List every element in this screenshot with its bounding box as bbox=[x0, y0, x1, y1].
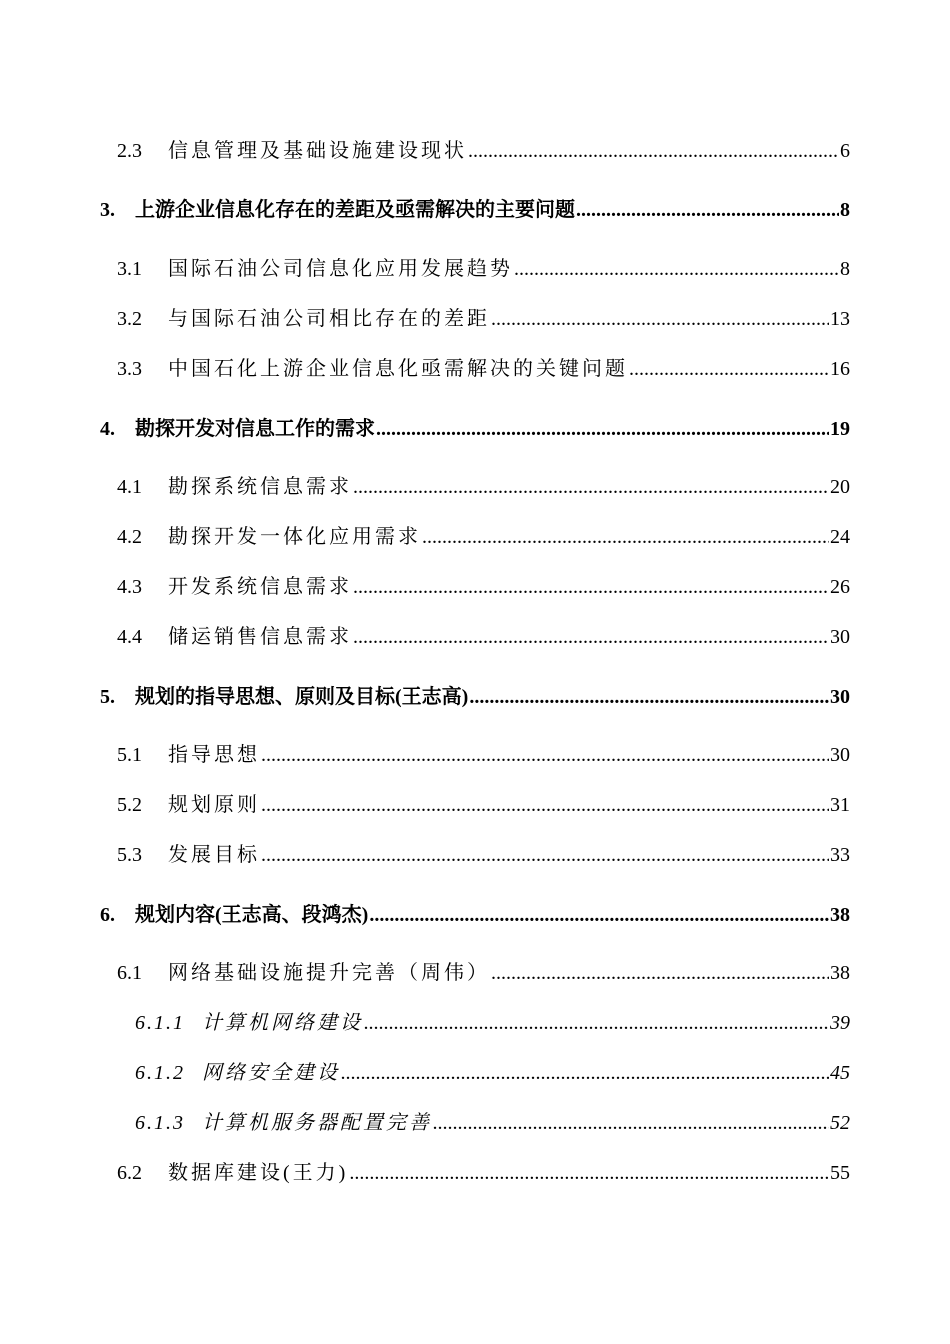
toc-entry-title: 勘探开发一体化应用需求 bbox=[168, 526, 421, 548]
dot-leader bbox=[514, 256, 839, 282]
toc-entry-4-3[interactable] bbox=[117, 574, 850, 600]
toc-entry-4-4[interactable] bbox=[117, 624, 850, 650]
dot-leader bbox=[491, 306, 829, 332]
toc-entry-6-1-2[interactable] bbox=[135, 1060, 850, 1086]
dot-leader bbox=[369, 902, 829, 928]
toc-entry-page: 55 bbox=[830, 1162, 850, 1184]
toc-entry-number: 4.2 bbox=[117, 526, 142, 548]
toc-entry-title: 与国际石油公司相比存在的差距 bbox=[168, 308, 490, 330]
toc-entry-page: 31 bbox=[830, 794, 850, 816]
toc-entry-3-2[interactable] bbox=[117, 306, 850, 332]
toc-entry-page: 39 bbox=[830, 1012, 850, 1034]
dot-leader bbox=[349, 1160, 829, 1186]
toc-entry-title: 计算机网络建设 bbox=[202, 1012, 363, 1034]
toc-entry-number: 4.1 bbox=[117, 476, 142, 498]
toc-entry-title: 数据库建设(王力) bbox=[168, 1162, 349, 1184]
toc-entry-number: 4. bbox=[100, 418, 115, 440]
toc-entry-number: 4.3 bbox=[117, 576, 142, 598]
toc-entry-title: 勘探系统信息需求 bbox=[168, 476, 352, 498]
toc-entry-4[interactable] bbox=[100, 416, 850, 442]
toc-entry-page: 19 bbox=[830, 418, 850, 440]
dot-leader bbox=[576, 197, 839, 223]
toc-entry-number: 6. bbox=[100, 904, 115, 926]
dot-leader bbox=[261, 792, 829, 818]
toc-entry-page: 8 bbox=[840, 199, 850, 221]
toc-entry-title: 网络安全建设 bbox=[202, 1062, 340, 1084]
toc-entry-number: 2.3 bbox=[117, 140, 142, 162]
toc-entry-page: 30 bbox=[830, 626, 850, 648]
toc-entry-4-1[interactable] bbox=[117, 474, 850, 500]
toc-entry-number: 5. bbox=[100, 686, 115, 708]
toc-entry-number: 5.2 bbox=[117, 794, 142, 816]
toc-entry-6-2[interactable] bbox=[117, 1160, 850, 1186]
toc-entry-6-1-1[interactable] bbox=[135, 1010, 850, 1036]
toc-entry-number: 5.1 bbox=[117, 744, 142, 766]
dot-leader bbox=[469, 684, 829, 710]
dot-leader bbox=[364, 1010, 829, 1036]
toc-entry-number: 6.1.2 bbox=[135, 1062, 185, 1084]
dot-leader bbox=[433, 1110, 829, 1136]
dot-leader bbox=[353, 624, 829, 650]
toc-entry-title: 发展目标 bbox=[168, 844, 260, 866]
toc-entry-page: 33 bbox=[830, 844, 850, 866]
toc-entry-page: 13 bbox=[830, 308, 850, 330]
toc-entry-5[interactable] bbox=[100, 684, 850, 710]
toc-entry-number: 3. bbox=[100, 199, 115, 221]
toc-entry-page: 26 bbox=[830, 576, 850, 598]
dot-leader bbox=[422, 524, 829, 550]
toc-entry-title: 国际石油公司信息化应用发展趋势 bbox=[168, 258, 513, 280]
toc-entry-page: 30 bbox=[830, 686, 850, 708]
dot-leader bbox=[261, 742, 829, 768]
toc-entry-number: 6.1.3 bbox=[135, 1112, 185, 1134]
toc-entry-number: 6.1 bbox=[117, 962, 142, 984]
toc-entry-title: 指导思想 bbox=[168, 744, 260, 766]
toc-entry-page: 16 bbox=[830, 358, 850, 380]
toc-entry-6[interactable] bbox=[100, 902, 850, 928]
toc-entry-6-1-3[interactable] bbox=[135, 1110, 850, 1136]
toc-entry-page: 24 bbox=[830, 526, 850, 548]
dot-leader bbox=[353, 474, 829, 500]
toc-entry-title: 上游企业信息化存在的差距及亟需解决的主要问题 bbox=[135, 199, 575, 221]
toc-entry-number: 3.1 bbox=[117, 258, 142, 280]
toc-entry-2-3[interactable] bbox=[117, 138, 850, 164]
toc-entry-3-3[interactable] bbox=[117, 356, 850, 382]
toc-entry-title: 计算机服务器配置完善 bbox=[202, 1112, 432, 1134]
toc-entry-page: 45 bbox=[830, 1062, 850, 1084]
dot-leader bbox=[353, 574, 829, 600]
toc-entry-page: 20 bbox=[830, 476, 850, 498]
toc-entry-title: 规划内容(王志高、段鸿杰) bbox=[135, 904, 369, 926]
dot-leader bbox=[491, 960, 829, 986]
toc-entry-title: 规划的指导思想、原则及目标(王志高) bbox=[135, 686, 469, 708]
toc-entry-4-2[interactable] bbox=[117, 524, 850, 550]
toc-entry-3-1[interactable] bbox=[117, 256, 850, 282]
toc-entry-page: 8 bbox=[840, 258, 850, 280]
dot-leader bbox=[261, 842, 829, 868]
toc-entry-title: 储运销售信息需求 bbox=[168, 626, 352, 648]
toc-entry-title: 开发系统信息需求 bbox=[168, 576, 352, 598]
toc-entry-number: 3.3 bbox=[117, 358, 142, 380]
toc-entry-title: 规划原则 bbox=[168, 794, 260, 816]
toc-entry-page: 30 bbox=[830, 744, 850, 766]
toc-entry-page: 6 bbox=[840, 140, 850, 162]
dot-leader bbox=[629, 356, 829, 382]
toc-entry-title: 中国石化上游企业信息化亟需解决的关键问题 bbox=[168, 358, 628, 380]
toc-entry-3[interactable] bbox=[100, 197, 850, 223]
toc-entry-5-2[interactable] bbox=[117, 792, 850, 818]
toc-entry-number: 5.3 bbox=[117, 844, 142, 866]
toc-entry-title: 勘探开发对信息工作的需求 bbox=[135, 418, 375, 440]
toc-entry-5-1[interactable] bbox=[117, 742, 850, 768]
toc-entry-5-3[interactable] bbox=[117, 842, 850, 868]
dot-leader bbox=[341, 1060, 829, 1086]
toc-entry-number: 6.2 bbox=[117, 1162, 142, 1184]
toc-entry-number: 3.2 bbox=[117, 308, 142, 330]
toc-entry-title: 信息管理及基础设施建设现状 bbox=[168, 140, 467, 162]
dot-leader bbox=[376, 416, 829, 442]
toc-entry-number: 4.4 bbox=[117, 626, 142, 648]
toc-entry-page: 38 bbox=[830, 904, 850, 926]
dot-leader bbox=[468, 138, 839, 164]
toc-entry-title: 网络基础设施提升完善（周伟） bbox=[168, 962, 490, 984]
toc-entry-page: 38 bbox=[830, 962, 850, 984]
toc-entry-page: 52 bbox=[830, 1112, 850, 1134]
toc-entry-number: 6.1.1 bbox=[135, 1012, 185, 1034]
toc-entry-6-1[interactable] bbox=[117, 960, 850, 986]
